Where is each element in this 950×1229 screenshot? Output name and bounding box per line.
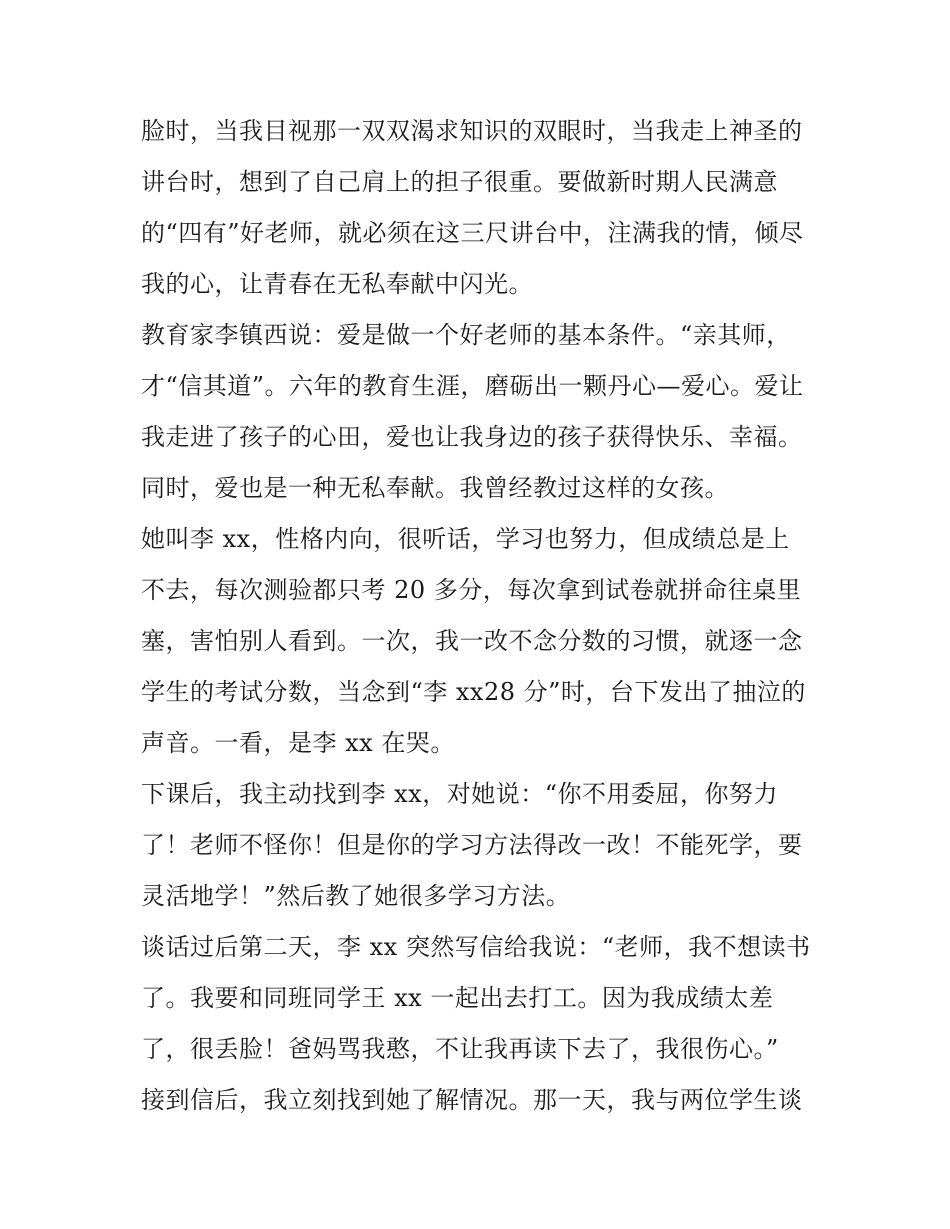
text-line: 不去，每次测验都只考 20 多分，每次拿到试卷就拼命往桌里 [141,576,802,604]
document-body [141,106,821,1126]
text-line: 我走进了孩子的心田，爱也让我身边的孩子获得快乐、幸福。 [141,423,803,451]
text-line: 声音。一看，是李 xx 在哭。 [141,729,455,757]
text-line: 同时，爱也是一种无私奉献。我曾经教过这样的女孩。 [141,474,729,502]
text-line: 的“四有”好老师，就必须在这三尺讲台中，注满我的情，倾尽 [141,219,804,247]
text-line: 谈话过后第二天，李 xx 突然写信给我说：“老师，我不想读书 [141,933,811,961]
text-line: 讲台时，想到了自己肩上的担子很重。要做新时期人民满意 [141,168,778,196]
text-line: 学生的考试分数，当念到“李 xx28 分”时，台下发出了抽泣的 [141,678,806,706]
text-line: 教育家李镇西说：爱是做一个好老师的基本条件。“亲其师， [141,321,791,349]
text-line: 了！老师不怪你！但是你的学习方法得改一改！不能死学，要 [141,831,803,859]
text-line: 才“信其道”。六年的教育生涯，磨砺出一颗丹心—爱心。爱让 [141,372,804,400]
text-line: 脸时，当我目视那一双双渴求知识的双眼时，当我走上神圣的 [141,117,803,145]
text-line: 她叫李 xx，性格内向，很听话，学习也努力，但成绩总是上 [141,525,790,553]
text-line: 了。我要和同班同学王 xx 一起出去打工。因为我成绩太差 [141,984,774,1012]
text-line: 了，很丢脸！爸妈骂我憨，不让我再读下去了，我很伤心。” [141,1035,779,1063]
text-line: 接到信后，我立刻找到她了解情况。那一天，我与两位学生谈 [141,1086,803,1114]
text-line: 塞，害怕别人看到。一次，我一改不念分数的习惯，就逐一念 [141,627,803,655]
text-line: 我的心，让青春在无私奉献中闪光。 [141,270,533,298]
text-line: 下课后，我主动找到李 xx，对她说：“你不用委屈，你努力 [141,780,778,808]
text-line: 灵活地学！”然后教了她很多学习方法。 [141,882,571,910]
